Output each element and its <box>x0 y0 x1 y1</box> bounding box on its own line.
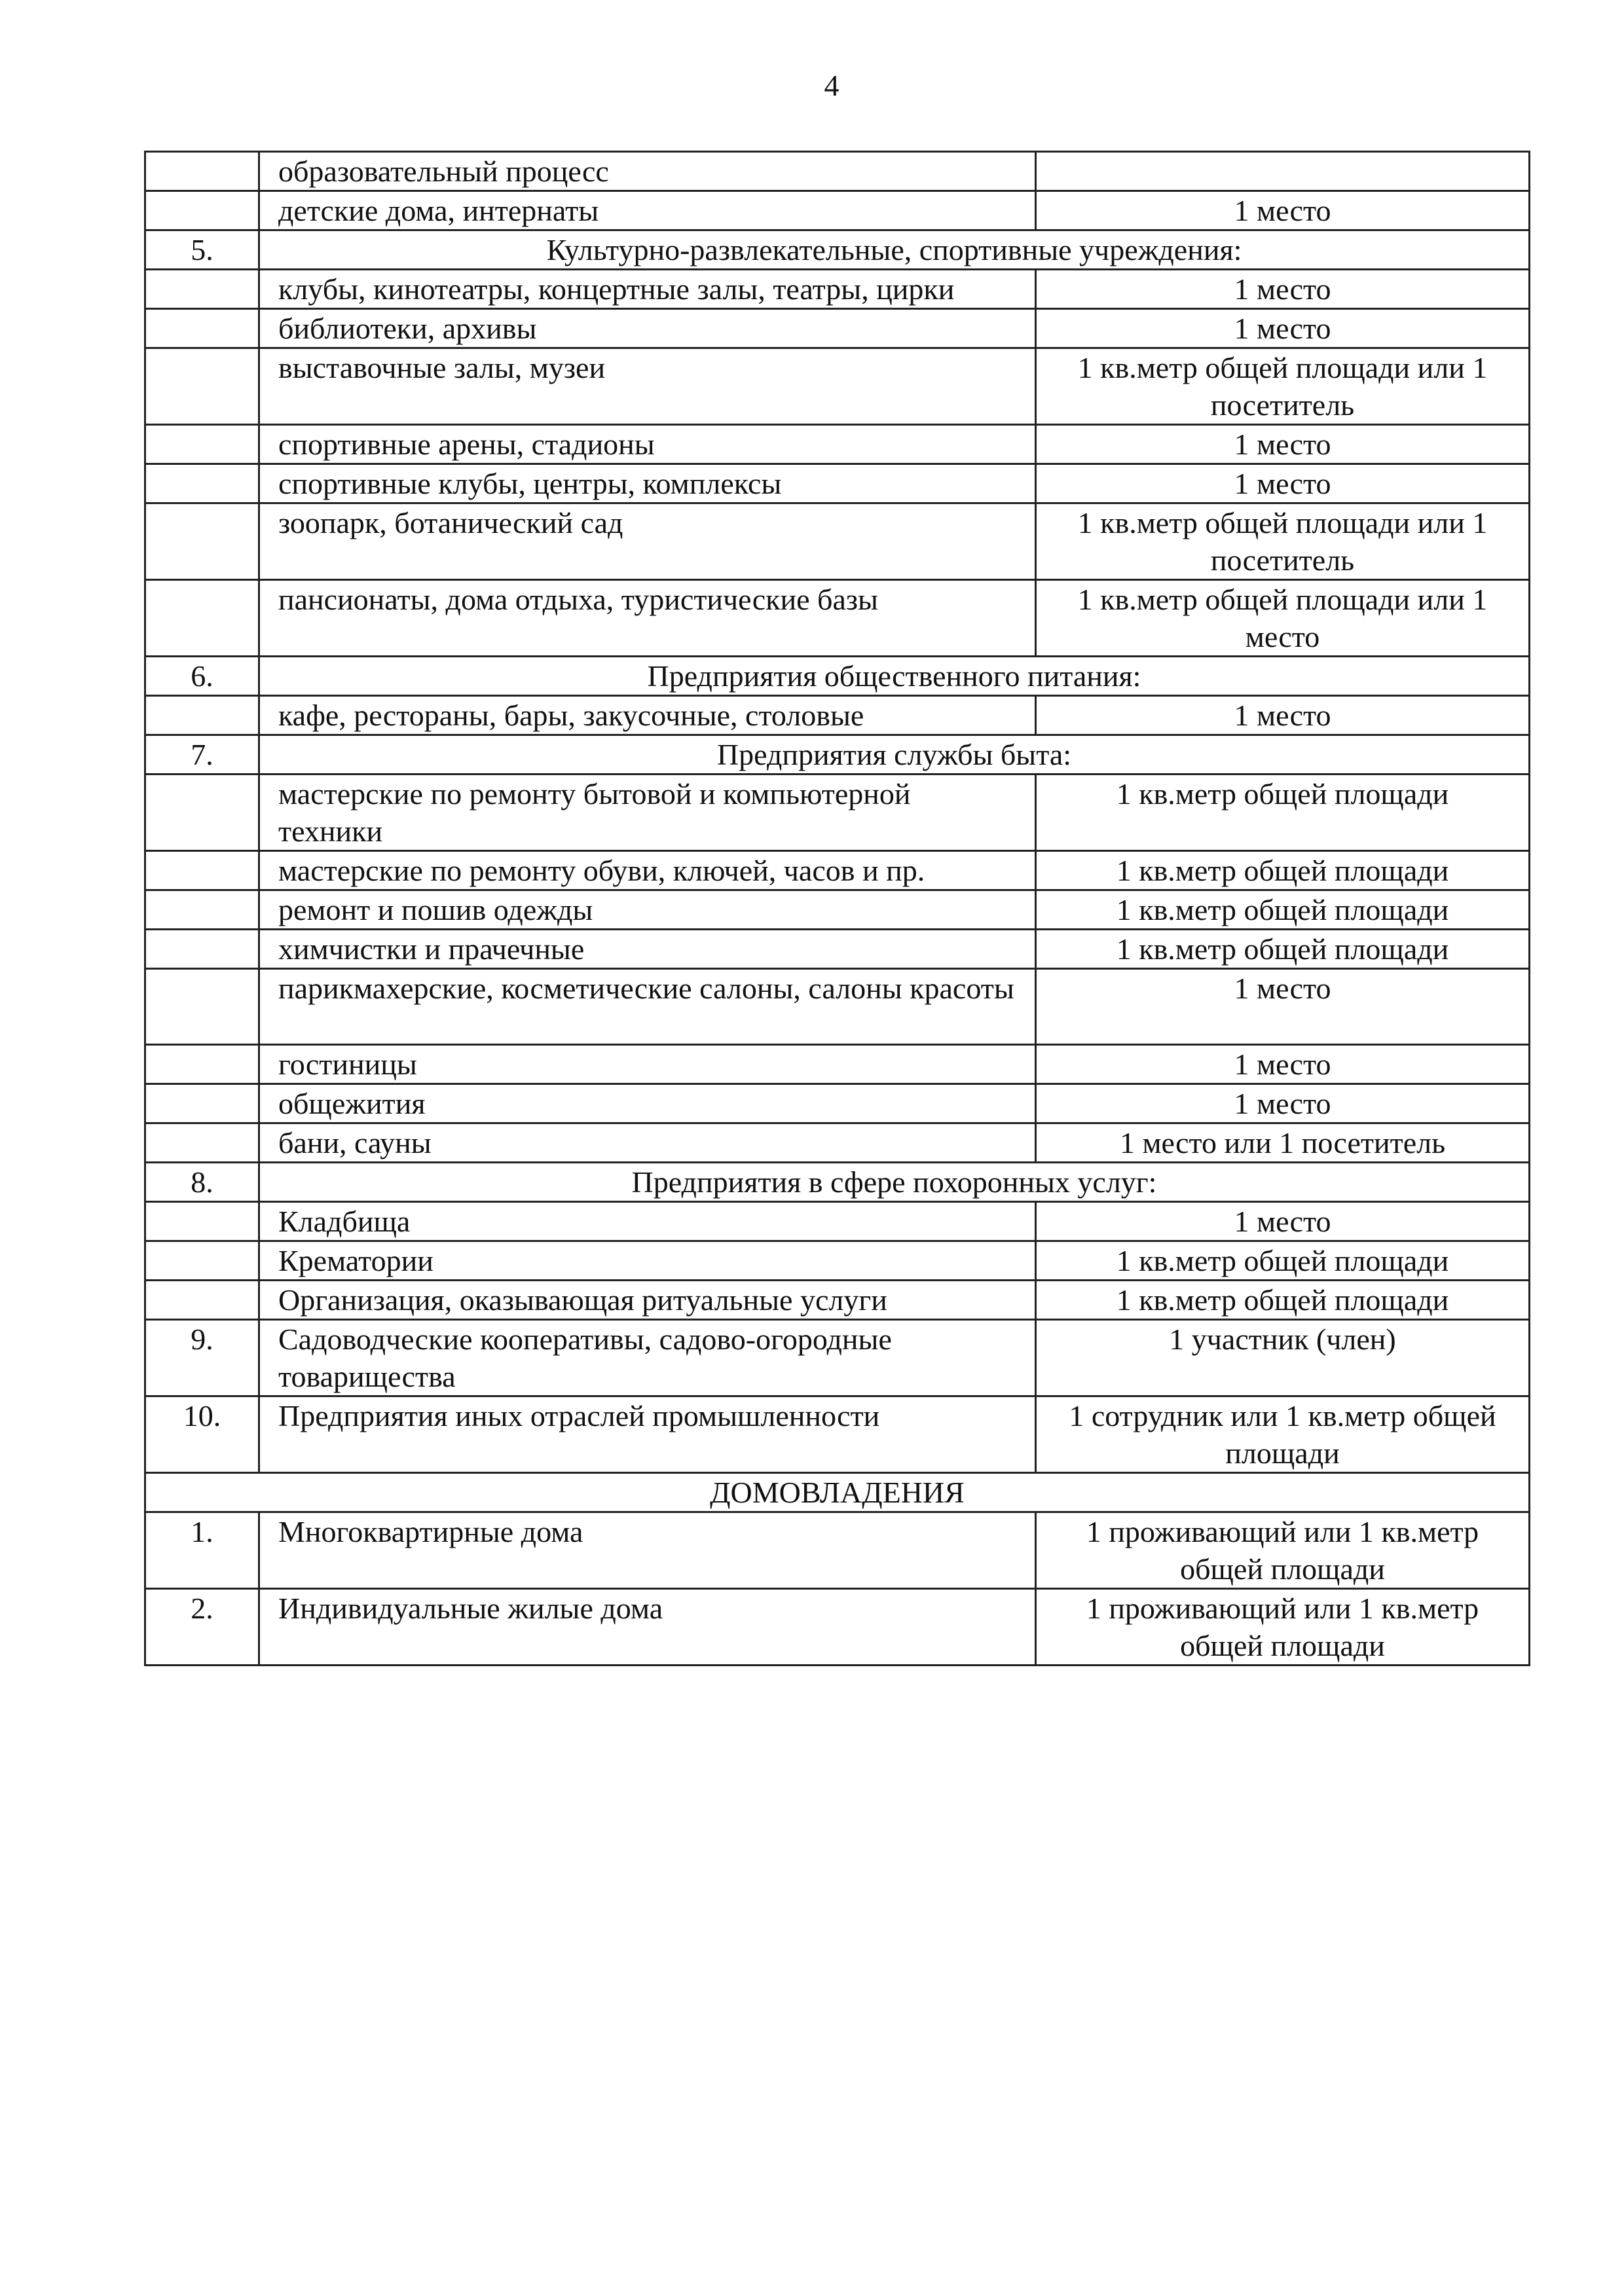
object-type: Индивидуальные жилые дома <box>259 1589 1036 1666</box>
group-header-row <box>145 1473 1530 1512</box>
row-number <box>145 425 259 464</box>
calculation-unit: 1 место <box>1036 191 1530 230</box>
section-row <box>145 230 1530 270</box>
table-row <box>145 1281 1530 1320</box>
section-number: 6. <box>145 657 259 696</box>
object-type: мастерские по ремонту обуви, ключей, часов и пр. <box>259 851 1036 890</box>
table-row <box>145 580 1530 657</box>
row-number <box>145 890 259 930</box>
calculation-unit: 1 место <box>1036 1084 1530 1123</box>
row-number <box>145 774 259 851</box>
section-number: 5. <box>145 230 259 270</box>
calculation-unit: 1 место или 1 посетитель <box>1036 1123 1530 1163</box>
calculation-unit: 1 кв.метр общей площади <box>1036 1281 1530 1320</box>
row-number <box>145 1045 259 1084</box>
calculation-unit: 1 кв.метр общей площади <box>1036 774 1530 851</box>
calculation-unit: 1 место <box>1036 309 1530 348</box>
table-row <box>145 348 1530 425</box>
calculation-unit: 1 место <box>1036 969 1530 1045</box>
section-row <box>145 735 1530 774</box>
calculation-unit: 1 кв.метр общей площади <box>1036 890 1530 930</box>
table-row <box>145 696 1530 735</box>
object-type: Предприятия иных отраслей промышленности <box>259 1396 1036 1473</box>
object-type: ремонт и пошив одежды <box>259 890 1036 930</box>
row-number <box>145 1241 259 1281</box>
object-type: выставочные залы, музеи <box>259 348 1036 425</box>
table-row <box>145 309 1530 348</box>
section-title: Культурно-развлекательные, спортивные учреждения: <box>259 230 1530 270</box>
object-type: общежития <box>259 1084 1036 1123</box>
object-type: образовательный процесс <box>259 152 1036 191</box>
table-row <box>145 191 1530 230</box>
row-number <box>145 152 259 191</box>
row-number: 2. <box>145 1589 259 1666</box>
object-type: библиотеки, архивы <box>259 309 1036 348</box>
calculation-unit: 1 место <box>1036 464 1530 503</box>
row-number <box>145 930 259 969</box>
row-number <box>145 1202 259 1241</box>
calculation-unit: 1 участник (член) <box>1036 1320 1530 1396</box>
group-header-title: ДОМОВЛАДЕНИЯ <box>145 1473 1530 1512</box>
object-type: парикмахерские, косметические салоны, салоны красоты <box>259 969 1036 1045</box>
calculation-unit: 1 место <box>1036 1202 1530 1241</box>
row-number <box>145 580 259 657</box>
object-type: Кладбища <box>259 1202 1036 1241</box>
table-row <box>145 1241 1530 1281</box>
norms-table <box>144 151 1530 1666</box>
calculation-unit <box>1036 152 1530 191</box>
object-type: Многоквартирные дома <box>259 1512 1036 1589</box>
object-type: клубы, кинотеатры, концертные залы, театры, цирки <box>259 270 1036 309</box>
table-row <box>145 425 1530 464</box>
calculation-unit: 1 место <box>1036 696 1530 735</box>
table-row <box>145 1396 1530 1473</box>
object-type: Организация, оказывающая ритуальные услуги <box>259 1281 1036 1320</box>
object-type: кафе, рестораны, бары, закусочные, столовые <box>259 696 1036 735</box>
object-type: спортивные арены, стадионы <box>259 425 1036 464</box>
calculation-unit: 1 кв.метр общей площади или 1 посетитель <box>1036 348 1530 425</box>
row-number <box>145 309 259 348</box>
table-row <box>145 1045 1530 1084</box>
table-row <box>145 851 1530 890</box>
table-row <box>145 969 1530 1045</box>
section-title: Предприятия в сфере похоронных услуг: <box>259 1163 1530 1202</box>
calculation-unit: 1 сотрудник или 1 кв.метр общей площади <box>1036 1396 1530 1473</box>
section-number: 8. <box>145 1163 259 1202</box>
object-type: зоопарк, ботанический сад <box>259 503 1036 580</box>
row-number <box>145 696 259 735</box>
table-row <box>145 1320 1530 1396</box>
table-row <box>145 1589 1530 1666</box>
calculation-unit: 1 кв.метр общей площади <box>1036 930 1530 969</box>
calculation-unit: 1 проживающий или 1 кв.метр общей площади <box>1036 1589 1530 1666</box>
row-number <box>145 464 259 503</box>
section-row <box>145 1163 1530 1202</box>
row-number <box>145 191 259 230</box>
table-row <box>145 1084 1530 1123</box>
section-number: 7. <box>145 735 259 774</box>
object-type: спортивные клубы, центры, комплексы <box>259 464 1036 503</box>
section-title: Предприятия службы быта: <box>259 735 1530 774</box>
row-number <box>145 348 259 425</box>
row-number: 9. <box>145 1320 259 1396</box>
row-number <box>145 503 259 580</box>
table-row <box>145 152 1530 191</box>
object-type: детские дома, интернаты <box>259 191 1036 230</box>
object-type: Садоводческие кооперативы, садово-огородные товарищества <box>259 1320 1036 1396</box>
calculation-unit: 1 кв.метр общей площади или 1 посетитель <box>1036 503 1530 580</box>
table-row <box>145 890 1530 930</box>
object-type: гостиницы <box>259 1045 1036 1084</box>
row-number <box>145 270 259 309</box>
row-number: 10. <box>145 1396 259 1473</box>
section-row <box>145 657 1530 696</box>
table-row <box>145 464 1530 503</box>
row-number: 1. <box>145 1512 259 1589</box>
row-number <box>145 1281 259 1320</box>
page-number: 4 <box>824 69 840 102</box>
table-row <box>145 503 1530 580</box>
object-type: бани, сауны <box>259 1123 1036 1163</box>
table-row <box>145 930 1530 969</box>
table-row <box>145 270 1530 309</box>
object-type: пансионаты, дома отдыха, туристические базы <box>259 580 1036 657</box>
table-row <box>145 774 1530 851</box>
object-type: мастерские по ремонту бытовой и компьютерной техники <box>259 774 1036 851</box>
section-title: Предприятия общественного питания: <box>259 657 1530 696</box>
table-row <box>145 1202 1530 1241</box>
calculation-unit: 1 место <box>1036 270 1530 309</box>
object-type: Крематории <box>259 1241 1036 1281</box>
row-number <box>145 1084 259 1123</box>
table-row <box>145 1123 1530 1163</box>
calculation-unit: 1 кв.метр общей площади <box>1036 851 1530 890</box>
calculation-unit: 1 проживающий или 1 кв.метр общей площади <box>1036 1512 1530 1589</box>
table-row <box>145 1512 1530 1589</box>
row-number <box>145 969 259 1045</box>
calculation-unit: 1 место <box>1036 1045 1530 1084</box>
norms-table-body <box>145 152 1530 1666</box>
calculation-unit: 1 кв.метр общей площади <box>1036 1241 1530 1281</box>
row-number <box>145 851 259 890</box>
calculation-unit: 1 кв.метр общей площади или 1 место <box>1036 580 1530 657</box>
row-number <box>145 1123 259 1163</box>
calculation-unit: 1 место <box>1036 425 1530 464</box>
object-type: химчистки и прачечные <box>259 930 1036 969</box>
